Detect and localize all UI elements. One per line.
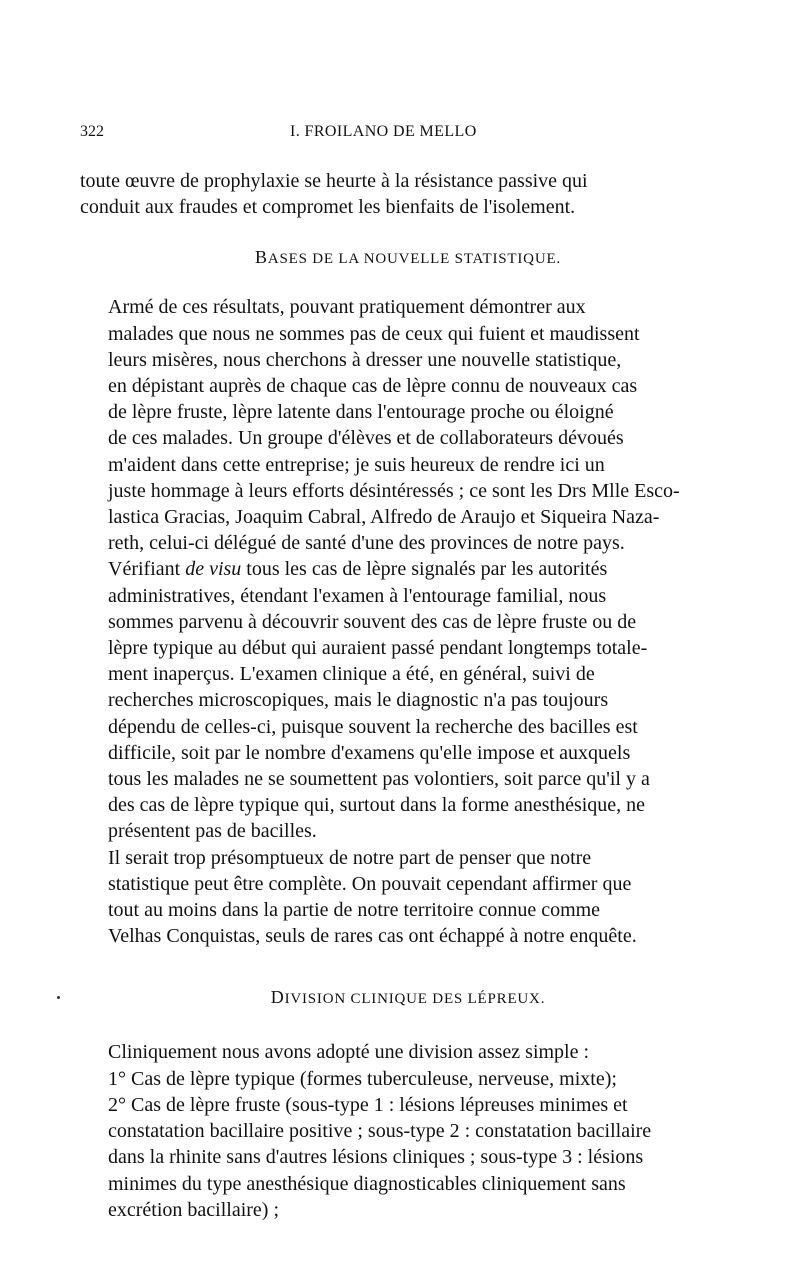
text-line: leurs misères, nous cherchons à dresser une nouvelle statistique, xyxy=(108,348,622,371)
list-item: 2° Cas de lèpre fruste (sous-type 1 : lésions lépreuses minimes et xyxy=(108,1093,628,1116)
section-heading-division: DIVISION CLINIQUE DES LÉPREUX. xyxy=(270,987,546,1008)
running-head xyxy=(80,118,736,148)
margin-mark xyxy=(57,996,60,999)
text-line: tout au moins dans la partie de notre territoire connue comme xyxy=(108,899,601,922)
text-line: des cas de lèpre typique qui, surtout dans la forme anesthésique, ne xyxy=(108,794,646,817)
text-line: Il serait trop présomptueux de notre part de penser que notre xyxy=(108,846,592,869)
text-line: lèpre typique au début qui auraient passé pendant longtemps totale- xyxy=(108,637,648,660)
running-title: I. FROILANO DE MELLO xyxy=(290,123,477,140)
text-line: recherches microscopiques, mais le diagnostic n'a pas toujours xyxy=(108,689,609,712)
text-line: difficile, soit par le nombre d'examens qu'elle impose et auxquels xyxy=(108,741,631,764)
text-line: Armé de ces résultats, pouvant pratiquement démontrer aux xyxy=(108,296,586,319)
text-line: de lèpre fruste, lèpre latente dans l'entourage proche ou éloigné xyxy=(108,401,614,424)
page-number: 322 xyxy=(80,123,104,140)
paragraph-division xyxy=(80,1039,736,1222)
text-line: Velhas Conquistas, seuls de rares cas ont échappé à notre enquête. xyxy=(108,925,637,948)
text-line: statistique peut être complète. On pouvait cependant affirmer que xyxy=(108,872,632,895)
book-page xyxy=(80,118,736,1223)
section-heading-bases: BASES DE LA NOUVELLE STATISTIQUE. xyxy=(255,247,561,268)
text-line: reth, celui-ci délégué de santé d'une des provinces de notre pays. xyxy=(108,532,625,555)
text-line: présentent pas de bacilles. xyxy=(108,820,317,843)
text-line: ment inaperçus. L'examen clinique a été, en général, suivi de xyxy=(108,663,595,686)
text-line: conduit aux fraudes et compromet les bienfaits de l'isolement. xyxy=(80,196,576,219)
text-line: tous les malades ne se soumettent pas volontiers, soit parce qu'il y a xyxy=(108,768,650,791)
intro-paragraph xyxy=(80,168,736,220)
text-line: minimes du type anesthésique diagnosticables cliniquement sans xyxy=(108,1172,626,1195)
text-line: de ces malades. Un groupe d'élèves et de collaborateurs dévoués xyxy=(108,427,624,450)
text-line: malades que nous ne sommes pas de ceux qui fuient et maudissent xyxy=(108,322,640,345)
text-line: m'aident dans cette entreprise; je suis heureux de rendre ici un xyxy=(108,453,605,476)
paragraph-arme xyxy=(80,294,736,556)
text-line: Vérifiant de visu tous les cas de lèpre signalés par les autorités xyxy=(108,558,608,581)
text-line: juste hommage à leurs efforts désintéressés ; ce sont les Drs Mlle Esco- xyxy=(108,479,680,502)
text-line: lastica Gracias, Joaquim Cabral, Alfredo de Araujo et Siqueira Naza- xyxy=(108,506,660,529)
text-line: administratives, étendant l'examen à l'entourage familial, nous xyxy=(108,584,607,607)
text-line: toute œuvre de prophylaxie se heurte à la résistance passive qui xyxy=(80,170,588,192)
text-line: Cliniquement nous avons adopté une division assez simple : xyxy=(108,1041,590,1064)
text-line: excrétion bacillaire) ; xyxy=(108,1198,280,1221)
paragraph-statistique xyxy=(80,845,736,950)
latin-phrase: de visu xyxy=(185,558,242,581)
text-line: dans la rhinite sans d'autres lésions cliniques ; sous-type 3 : lésions xyxy=(108,1146,644,1169)
text-line: constatation bacillaire positive ; sous-type 2 : constatation bacillaire xyxy=(108,1120,652,1143)
text-line: sommes parvenu à découvrir souvent des cas de lèpre fruste ou de xyxy=(108,610,637,633)
text-line: dépendu de celles-ci, puisque souvent la recherche des bacilles est xyxy=(108,715,638,738)
text-line: en dépistant auprès de chaque cas de lèpre connu de nouveaux cas xyxy=(108,375,638,398)
paragraph-verifiant xyxy=(80,556,736,844)
list-item: 1° Cas de lèpre typique (formes tuberculeuse, nerveuse, mixte); xyxy=(108,1067,617,1090)
